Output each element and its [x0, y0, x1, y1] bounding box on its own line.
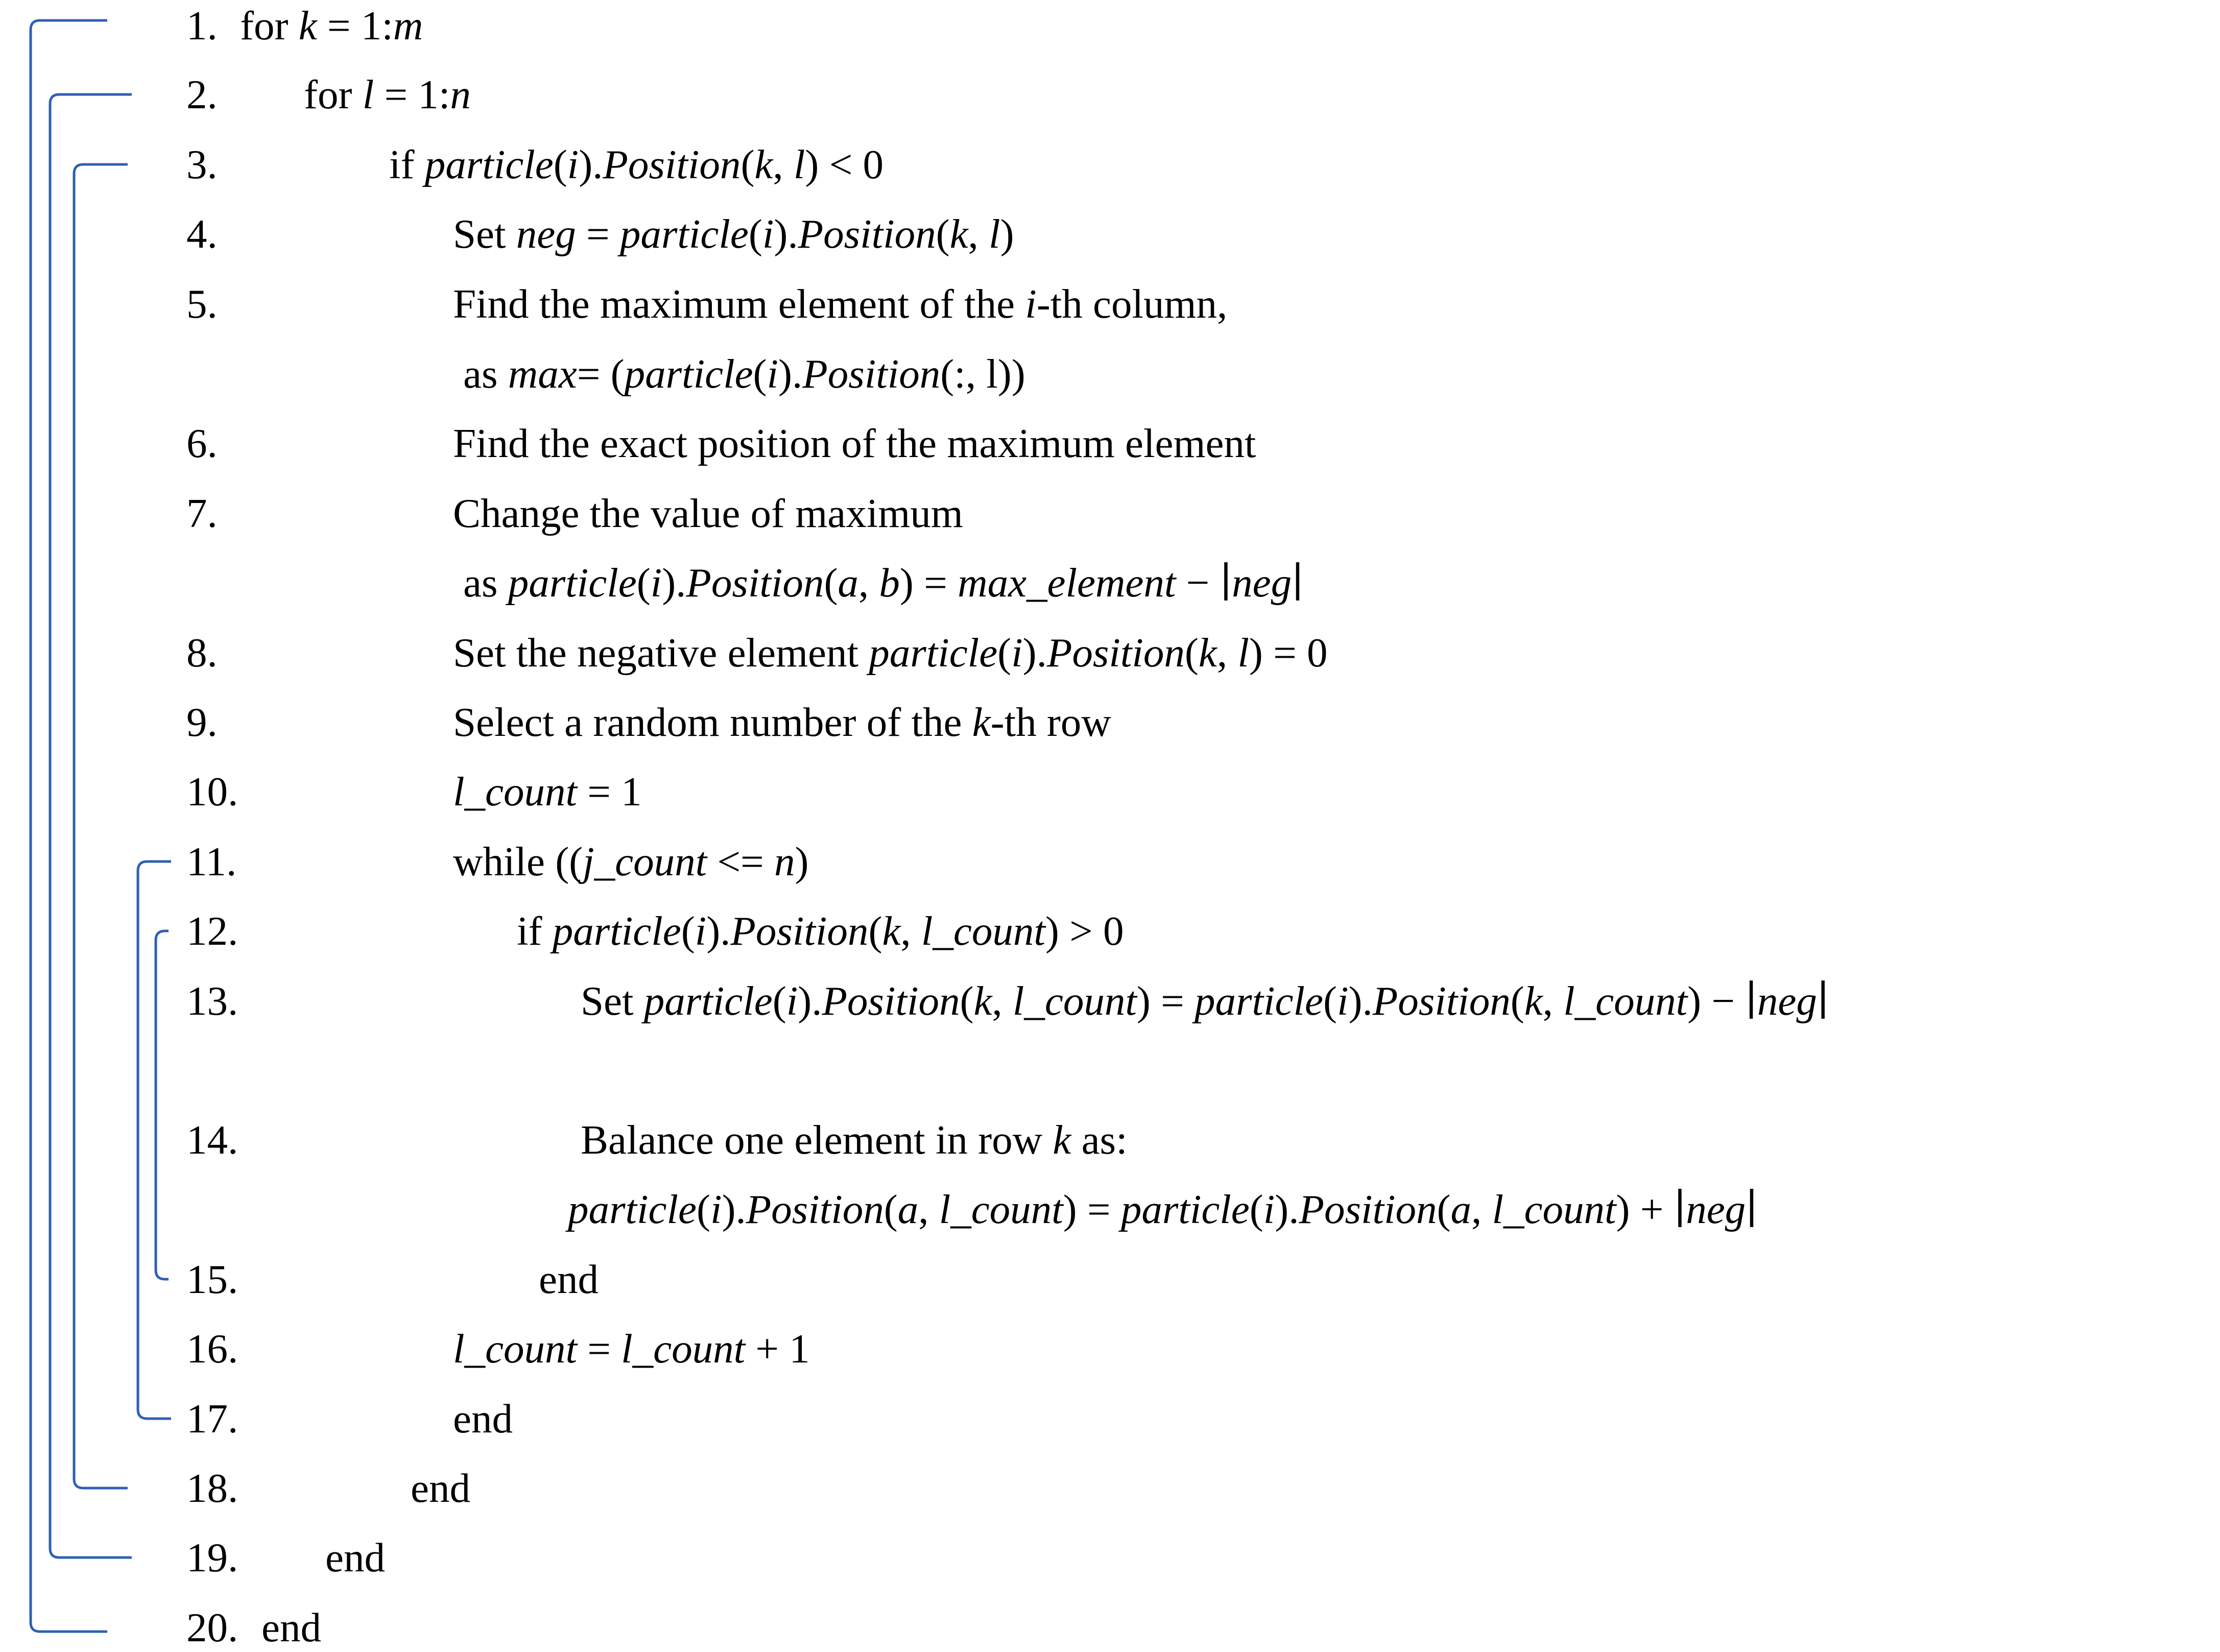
line-number: 2. [186, 71, 218, 117]
math-variable: Position [822, 978, 960, 1024]
code-line [186, 1533, 2210, 1582]
line-number: 9. [186, 699, 218, 745]
math-variable: l_count [1563, 978, 1688, 1024]
line-number: 10. [186, 769, 238, 815]
line-code [304, 70, 471, 119]
code-text: end [261, 1605, 321, 1650]
math-variable: l [793, 141, 805, 187]
code-text: end [325, 1535, 385, 1581]
line-number: 14. [186, 1117, 238, 1163]
math-variable: particle [568, 1186, 697, 1232]
code-text: ( [936, 211, 950, 257]
code-text: , [900, 908, 921, 954]
code-text: ) = [1063, 1186, 1121, 1232]
code-text: for [240, 3, 299, 49]
line-number: 12. [186, 908, 238, 954]
math-variable: particle [1120, 1186, 1250, 1232]
math-variable: i [762, 211, 774, 257]
math-variable: k [1053, 1117, 1071, 1163]
line-code [539, 1255, 599, 1304]
code-text: , [773, 141, 794, 187]
math-variable: k [949, 211, 968, 257]
line-code [453, 628, 1328, 677]
code-text: ). [579, 141, 603, 187]
line-code [453, 209, 1014, 258]
code-text: ) > 0 [1045, 908, 1124, 954]
code-text: end [453, 1396, 513, 1442]
code-text: ). [1348, 978, 1373, 1024]
code-text: ) < 0 [805, 141, 884, 187]
line-code [453, 1324, 810, 1373]
line-code [581, 976, 1829, 1025]
math-variable: particle [869, 630, 998, 676]
line-code [453, 698, 1111, 747]
code-text: ( [824, 560, 838, 606]
code-line [186, 628, 2210, 677]
math-variable: particle [552, 908, 681, 954]
code-text: = [576, 211, 620, 257]
code-text: Set [581, 978, 644, 1024]
math-variable: j_count [583, 839, 707, 884]
code-text: ( [1437, 1186, 1451, 1232]
math-variable: k [754, 141, 773, 187]
math-variable: k [298, 3, 317, 49]
code-text: ). [706, 908, 731, 954]
code-text: ( [884, 1186, 898, 1232]
code-text: ). [774, 211, 798, 257]
code-text: ∣ [1746, 1186, 1758, 1232]
code-text: end [411, 1465, 470, 1511]
line-code [325, 1533, 385, 1582]
line-code [463, 558, 1304, 607]
code-text: ( [748, 211, 762, 257]
code-text: <= [707, 839, 774, 884]
code-line [186, 976, 2210, 1025]
math-variable: Position [730, 908, 869, 954]
math-variable: Position [686, 560, 824, 606]
code-text: − ∣ [1176, 560, 1232, 606]
math-variable: l_count [1492, 1186, 1616, 1232]
code-text: ) [795, 839, 809, 884]
code-text: -th column, [1036, 281, 1228, 327]
code-line [186, 489, 2210, 538]
line-number: 16. [186, 1326, 238, 1372]
math-variable: i [786, 978, 798, 1024]
code-text: Change the value of maximum [453, 490, 963, 536]
code-line [186, 1464, 2210, 1513]
code-line [186, 767, 2210, 816]
code-text: ). [722, 1186, 746, 1232]
code-text: ). [1022, 630, 1047, 676]
math-variable: b [879, 560, 900, 606]
line-code [453, 279, 1227, 328]
math-variable: neg [1757, 978, 1817, 1024]
math-variable: a [838, 560, 858, 606]
code-text: if [389, 141, 425, 187]
code-text: = 1: [374, 71, 450, 117]
math-variable: max_element [958, 560, 1176, 606]
code-text: Balance one element in row [581, 1117, 1053, 1163]
code-text: ( [772, 978, 786, 1024]
code-text: while (( [453, 839, 583, 884]
code-line [186, 140, 2210, 189]
math-variable: l_count [453, 1326, 577, 1372]
math-variable: Position [746, 1186, 884, 1232]
math-variable: i [1336, 978, 1349, 1024]
line-number: 8. [186, 630, 218, 676]
code-text: ∣ [1817, 978, 1829, 1024]
line-number: 3. [186, 141, 218, 187]
code-line [186, 906, 2210, 955]
math-variable: neg [1686, 1186, 1746, 1232]
math-variable: max [508, 351, 577, 397]
code-text: ( [681, 908, 695, 954]
code-text: ( [1249, 1186, 1263, 1232]
line-number: 7. [186, 490, 218, 536]
line-code [389, 140, 884, 189]
bracket-if [74, 164, 128, 1488]
math-variable: l_count [921, 908, 1045, 954]
code-text: ( [741, 141, 755, 187]
code-text: if [517, 908, 553, 954]
line-number: 19. [186, 1535, 238, 1581]
math-variable: k [882, 908, 901, 954]
code-text: = 1 [577, 769, 642, 815]
math-variable: l_count [939, 1186, 1063, 1232]
line-code [453, 767, 642, 816]
code-text: ). [778, 351, 803, 397]
code-line [186, 1115, 2210, 1164]
math-variable: particle [619, 211, 749, 257]
math-variable: a [897, 1186, 919, 1232]
line-code [411, 1464, 470, 1513]
line-number: 6. [186, 420, 218, 466]
math-variable: i [695, 908, 707, 954]
math-variable: m [393, 3, 423, 49]
line-code [581, 1115, 1128, 1164]
math-variable: k [973, 978, 992, 1024]
code-text: -th row [990, 699, 1111, 745]
code-line [186, 698, 2210, 747]
line-number: 1. [186, 3, 218, 49]
math-variable: l_count [453, 769, 577, 815]
math-variable: l [1237, 630, 1249, 676]
code-text: ). [1275, 1186, 1299, 1232]
code-line [186, 1255, 2210, 1304]
math-variable: l [989, 211, 1000, 257]
math-variable: i [567, 141, 579, 187]
line-code [568, 1185, 1758, 1234]
math-variable: particle [643, 978, 773, 1024]
math-variable: k [1198, 630, 1217, 676]
line-number: 18. [186, 1465, 238, 1511]
math-variable: Position [1046, 630, 1185, 676]
code-text: + 1 [745, 1326, 810, 1372]
code-text: , [1471, 1186, 1492, 1232]
math-variable: particle [424, 141, 554, 187]
code-text: = 1: [317, 3, 393, 49]
line-number: 11. [186, 839, 237, 884]
code-text: ). [798, 978, 822, 1024]
code-text: , [992, 978, 1013, 1024]
code-text: ( [1184, 630, 1199, 676]
code-text: = ( [577, 351, 625, 397]
code-text: Select a random number of the [453, 699, 972, 745]
code-line [186, 1394, 2210, 1443]
code-text: (:, l)) [940, 351, 1025, 397]
code-text: as [463, 351, 508, 397]
math-variable: Position [603, 141, 741, 187]
code-text: ( [753, 351, 767, 397]
code-line [186, 1, 2210, 50]
math-variable: n [450, 71, 471, 117]
math-variable: i [710, 1186, 722, 1232]
code-text: ∣ [1292, 560, 1304, 606]
code-line [186, 558, 2210, 607]
math-variable: Position [1372, 978, 1511, 1024]
line-number: 20. [186, 1605, 238, 1650]
code-text: ( [553, 141, 567, 187]
code-line [186, 1324, 2210, 1373]
code-text: = [577, 1326, 622, 1372]
math-variable: neg [1232, 560, 1292, 606]
code-text: ( [1323, 978, 1337, 1024]
code-text: ( [636, 560, 651, 606]
code-text: ( [997, 630, 1012, 676]
math-variable: i [1263, 1186, 1275, 1232]
math-variable: i [1025, 281, 1037, 327]
math-variable: l [362, 71, 374, 117]
line-number: 13. [186, 978, 238, 1024]
code-text: , [858, 560, 879, 606]
code-line [186, 279, 2210, 328]
line-number: 5. [186, 281, 218, 327]
line-number: 4. [186, 211, 218, 257]
math-variable: particle [508, 560, 637, 606]
line-code [453, 837, 808, 886]
line-number: 15. [186, 1256, 238, 1302]
code-text: ) = 0 [1249, 630, 1328, 676]
code-text: Find the exact position of the maximum element [453, 420, 1256, 466]
math-variable: neg [516, 211, 576, 257]
line-code [453, 419, 1256, 468]
code-line [186, 1185, 2210, 1234]
code-text: ) = [1136, 978, 1195, 1024]
code-text: , [1216, 630, 1238, 676]
math-variable: n [774, 839, 795, 884]
code-text: ( [696, 1186, 710, 1232]
code-text: ) = [899, 560, 958, 606]
bracket-inner-if [156, 931, 169, 1279]
line-code [463, 349, 1025, 398]
math-variable: Position [798, 211, 936, 257]
code-line [186, 209, 2210, 258]
math-variable: a [1450, 1186, 1471, 1232]
math-variable: particle [624, 351, 753, 397]
code-text: Set [453, 211, 516, 257]
code-text: ) [1000, 211, 1014, 257]
code-text: Set the negative element [453, 630, 869, 676]
code-text: Find the maximum element of the [453, 281, 1025, 327]
code-text: ( [1510, 978, 1524, 1024]
code-text: , [968, 211, 989, 257]
code-text: end [539, 1256, 599, 1302]
math-variable: particle [1195, 978, 1323, 1024]
math-variable: i [650, 560, 662, 606]
math-variable: l_count [1012, 978, 1137, 1024]
math-variable: Position [1299, 1186, 1437, 1232]
code-text: ) − ∣ [1687, 978, 1757, 1024]
code-line [186, 349, 2210, 398]
code-text: ) + ∣ [1616, 1186, 1686, 1232]
code-text: as [463, 560, 508, 606]
line-number: 17. [186, 1396, 238, 1442]
code-line [186, 837, 2210, 886]
code-line [186, 70, 2210, 119]
code-text: for [304, 71, 363, 117]
bracket-for-l [50, 94, 132, 1558]
code-text: , [1542, 978, 1564, 1024]
code-text: ). [662, 560, 686, 606]
code-text: as: [1071, 1117, 1128, 1163]
line-code [517, 906, 1124, 955]
math-variable: k [972, 699, 991, 745]
math-variable: Position [802, 351, 941, 397]
code-text: ( [868, 908, 882, 954]
line-code [453, 1394, 513, 1443]
bracket-for-k [31, 20, 107, 1632]
code-text: , [918, 1186, 939, 1232]
code-line [186, 419, 2210, 468]
math-variable: i [1011, 630, 1023, 676]
line-code [240, 1, 423, 50]
line-code [453, 489, 963, 538]
math-variable: i [767, 351, 779, 397]
math-variable: l_count [621, 1326, 746, 1372]
code-text: ( [960, 978, 974, 1024]
math-variable: k [1524, 978, 1543, 1024]
